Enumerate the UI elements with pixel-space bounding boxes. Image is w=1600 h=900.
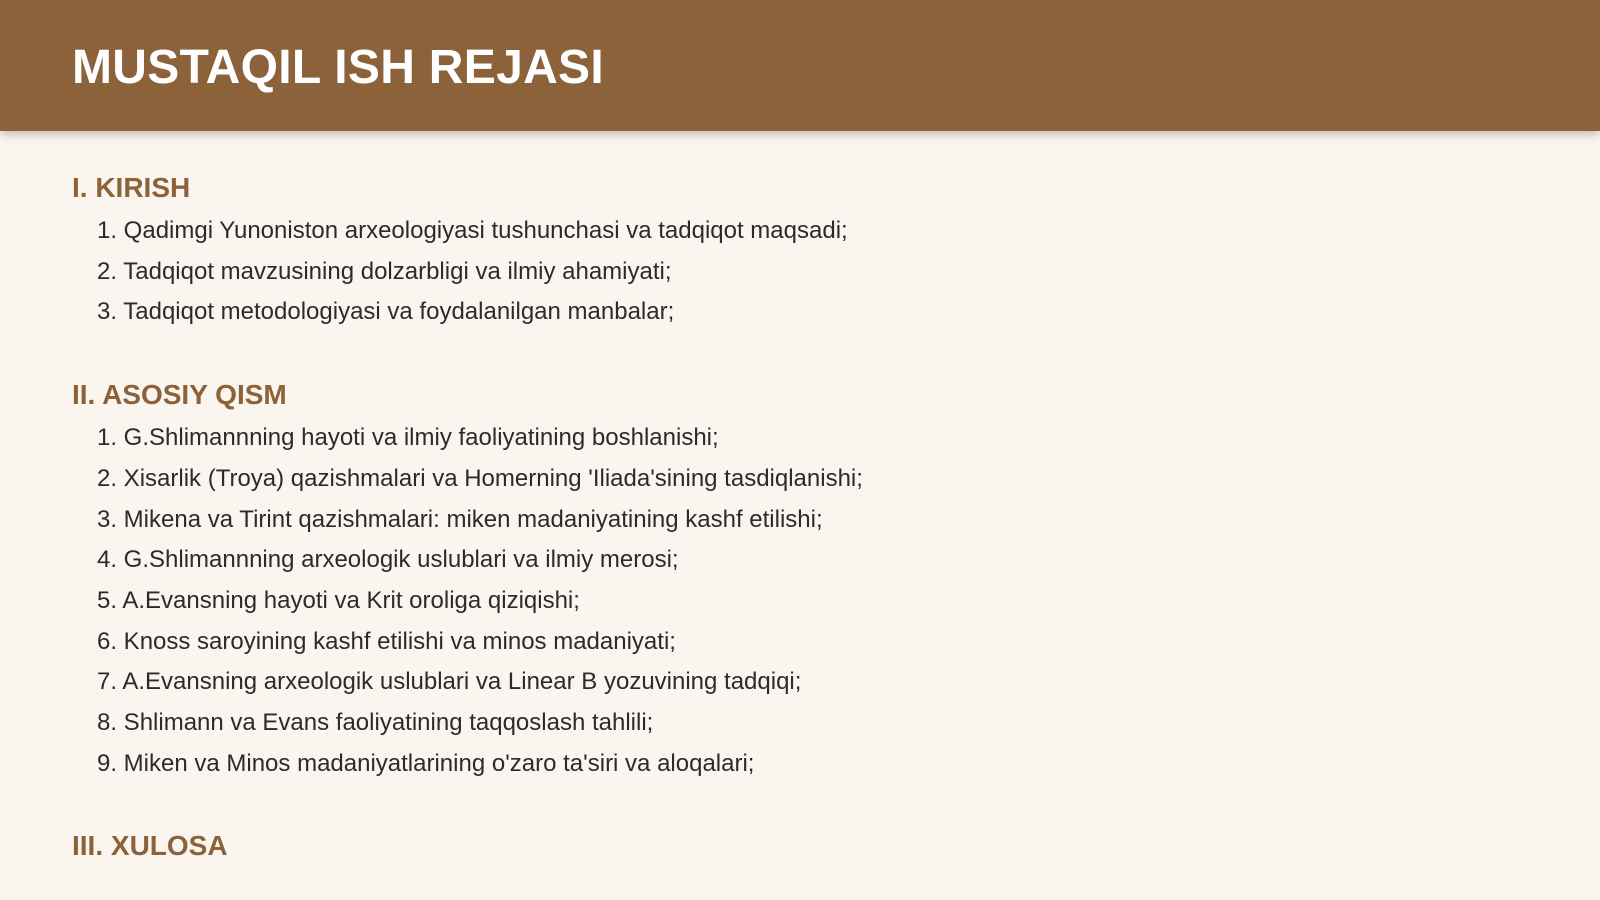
- list-item: 8. Shlimann va Evans faoliyatining taqqoslash tahlili;: [97, 709, 654, 737]
- list-item: 1. G.Shlimannning hayoti va ilmiy faoliyatining boshlanishi;: [97, 424, 719, 452]
- page-title: MUSTAQIL ISH REJASI: [72, 41, 604, 94]
- list-item: 7. A.Evansning arxeologik uslublari va Linear B yozuvining tadqiqi;: [97, 668, 802, 696]
- section-heading: I. KIRISH: [72, 172, 191, 203]
- list-item: 5. A.Evansning hayoti va Krit oroliga qiziqishi;: [97, 586, 580, 614]
- title-bar: [0, 0, 1600, 131]
- list-item: 2. Xisarlik (Troya) qazishmalari va Homerning 'Iliada'sining tasdiqlanishi;: [97, 464, 863, 492]
- list-item: 1. Qadimgi Yunoniston arxeologiyasi tushunchasi va tadqiqot maqsadi;: [97, 217, 848, 244]
- section-item-list: [72, 211, 1552, 333]
- section-item-list: [72, 418, 1552, 784]
- list-item: 2. Tadqiqot mavzusining dolzarbligi va ilmiy ahamiyati;: [97, 257, 672, 285]
- section-heading: II. ASOSIY QISM: [72, 379, 287, 411]
- list-item: 3. Tadqiqot metodologiyasi va foydalanilgan manbalar;: [97, 298, 675, 326]
- section-introduction: [72, 170, 1552, 333]
- list-item: 9. Miken va Minos madaniyatlarining o'zaro ta'siri va aloqalari;: [97, 749, 755, 777]
- section-heading: III. XULOSA: [72, 830, 228, 862]
- section-conclusion: [72, 828, 1552, 864]
- outline-content: [72, 170, 1552, 864]
- list-item: 4. G.Shlimannning arxeologik uslublari va ilmiy merosi;: [97, 546, 679, 574]
- list-item: 6. Knoss saroyining kashf etilishi va minos madaniyati;: [97, 627, 676, 655]
- section-main-part: [72, 377, 1552, 784]
- list-item: 3. Mikena va Tirint qazishmalari: miken madaniyatining kashf etilishi;: [97, 505, 823, 533]
